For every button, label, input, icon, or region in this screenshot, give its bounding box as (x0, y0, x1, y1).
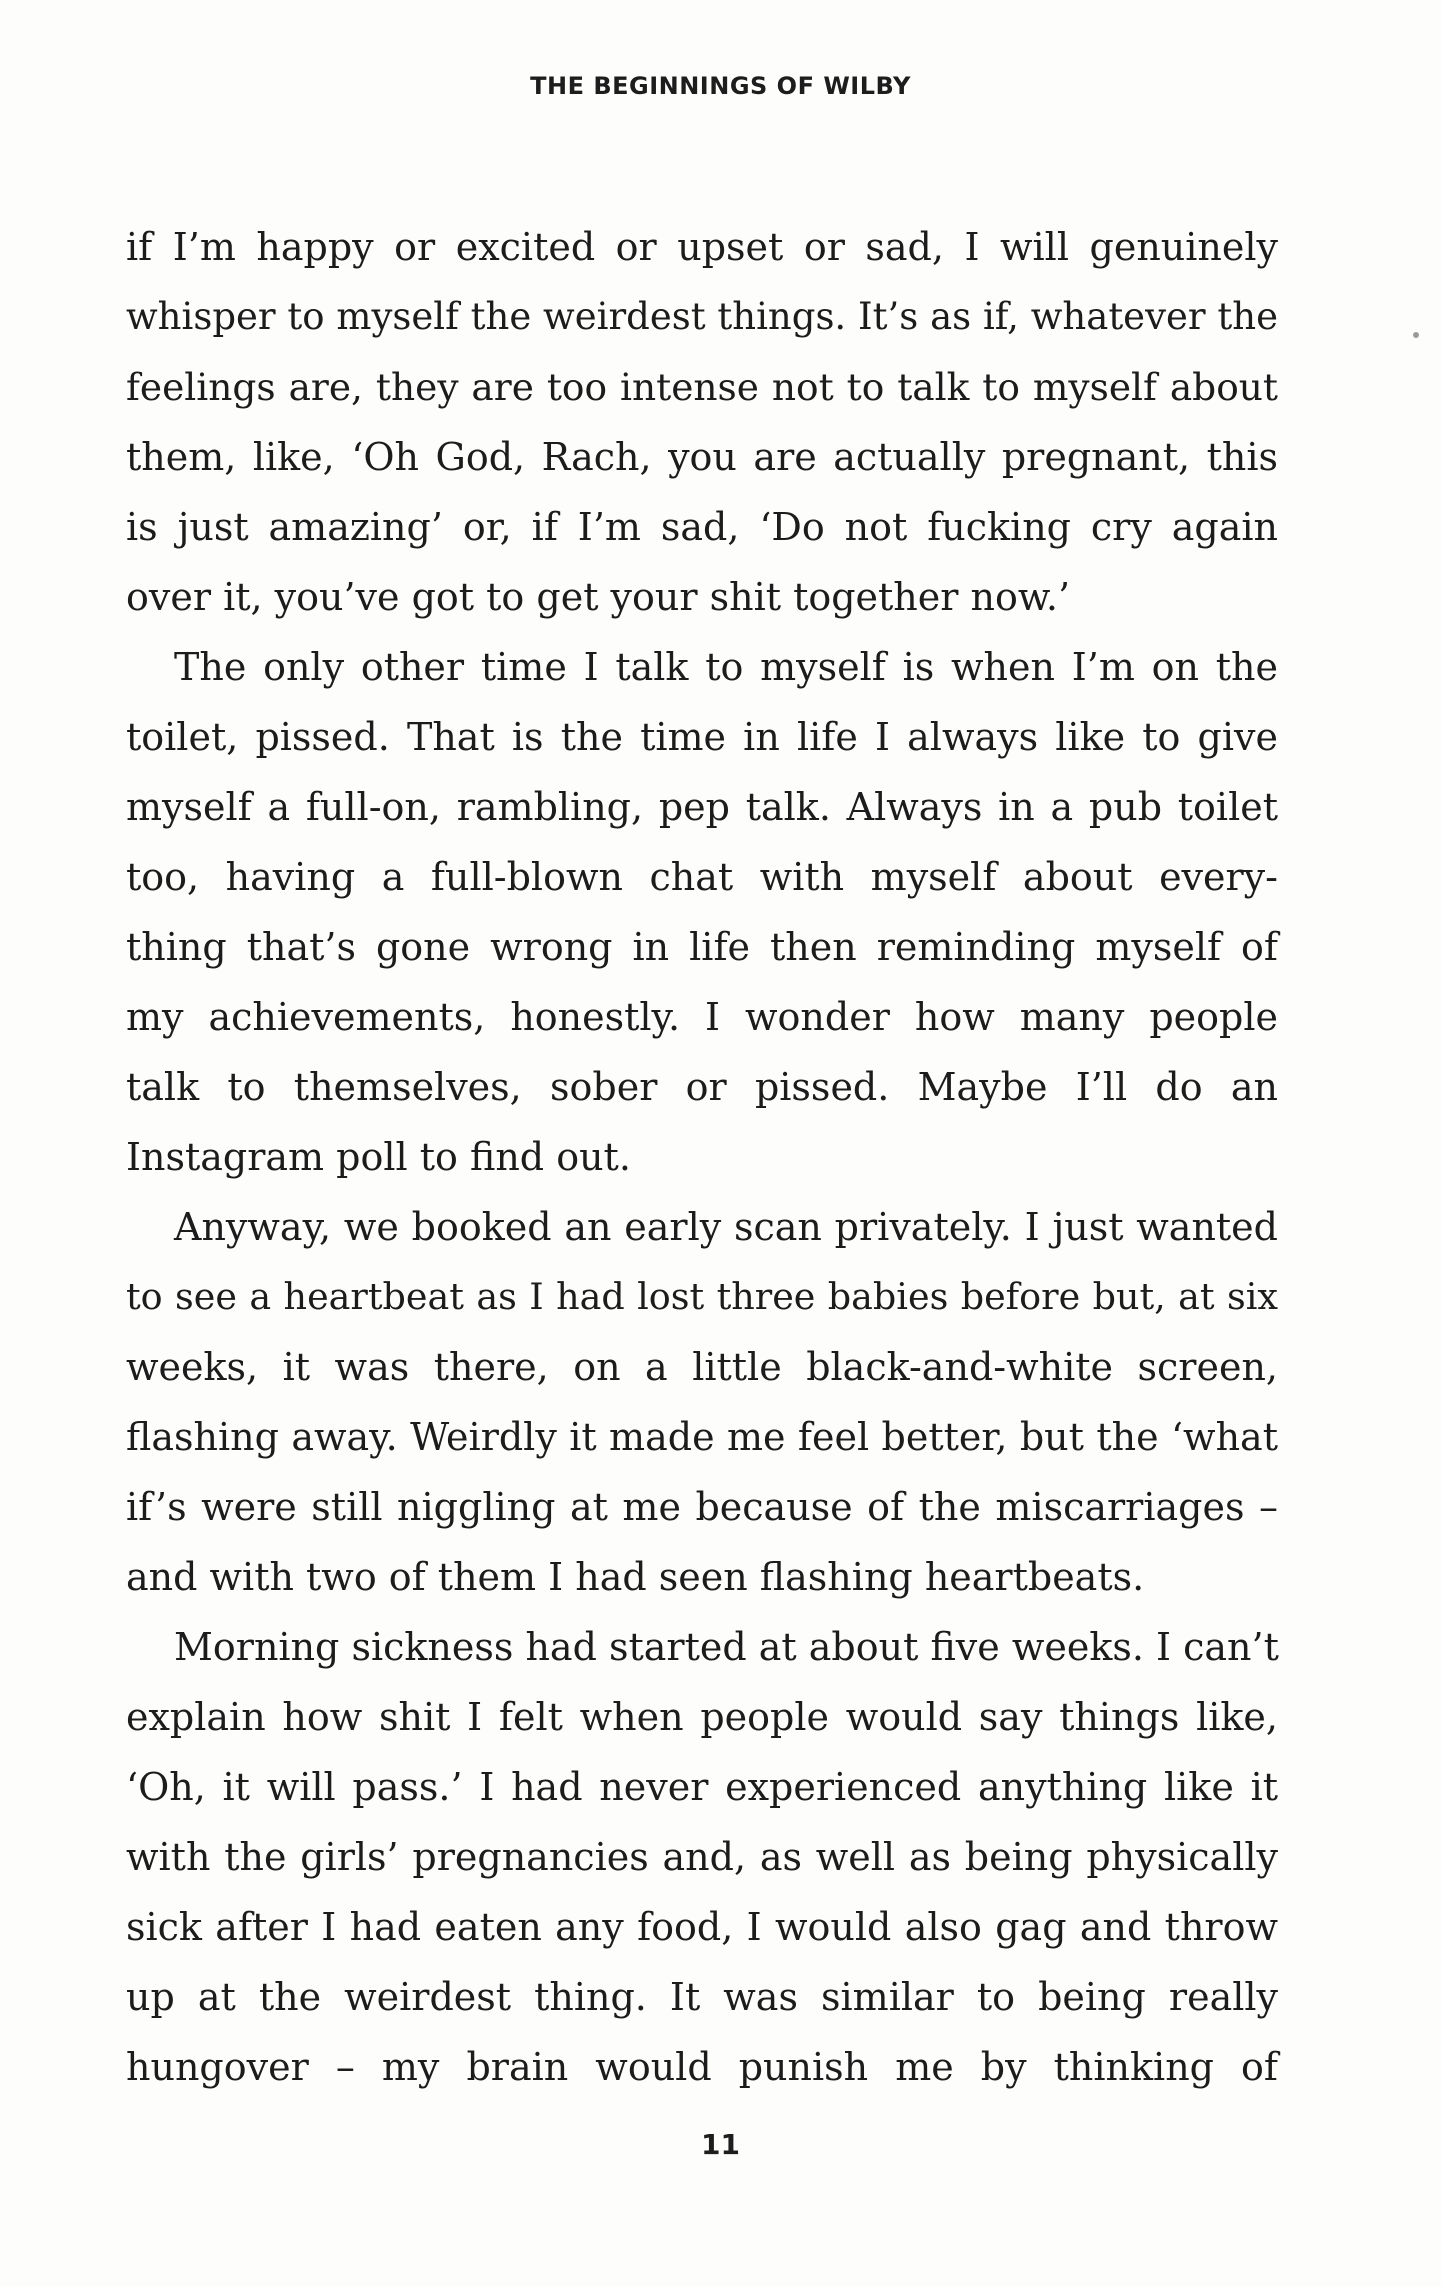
page-number: 11 (701, 2128, 740, 2161)
text-line: Instagram poll to find out. (126, 1135, 631, 1179)
running-head: THE BEGINNINGS OF WILBY (530, 72, 911, 100)
text-line: Morning sickness had started at about five weeks. I can’t (174, 1625, 1279, 1669)
text-line: my achievements, honestly. I wonder how many people (126, 995, 1278, 1039)
text-line: if’s were still niggling at me because of the miscarriages – (126, 1485, 1278, 1529)
text-line: explain how shit I felt when people would say things like, (126, 1695, 1278, 1739)
text-line: them, like, ‘Oh God, Rach, you are actually pregnant, this (126, 435, 1278, 479)
text-line: to see a heartbeat as I had lost three babies before but, at six (126, 1275, 1278, 1318)
text-line: too, having a full-blown chat with myself about every- (126, 855, 1278, 899)
text-line: if I’m happy or excited or upset or sad, I will genuinely (126, 225, 1278, 269)
text-line: weeks, it was there, on a little black-and-white screen, (126, 1345, 1278, 1389)
text-line: with the girls’ pregnancies and, as well as being physically (126, 1835, 1278, 1879)
text-line: is just amazing’ or, if I’m sad, ‘Do not fucking cry again (126, 505, 1278, 549)
text-line: toilet, pissed. That is the time in life I always like to give (126, 715, 1278, 759)
text-line: feelings are, they are too intense not to talk to myself about (126, 365, 1278, 409)
text-line: Anyway, we booked an early scan privately. I just wanted (174, 1205, 1278, 1249)
text-line: ‘Oh, it will pass.’ I had never experienced anything like it (126, 1765, 1278, 1809)
text-line: and with two of them I had seen flashing heartbeats. (126, 1555, 1145, 1599)
scan-speck (1413, 332, 1419, 338)
text-line: whisper to myself the weirdest things. It’s as if, whatever the (126, 295, 1278, 338)
text-line: The only other time I talk to myself is when I’m on the (174, 645, 1278, 689)
text-line: thing that’s gone wrong in life then reminding myself of (126, 925, 1278, 969)
text-line: up at the weirdest thing. It was similar to being really (126, 1975, 1278, 2019)
text-line: hungover – my brain would punish me by thinking of (126, 2045, 1278, 2089)
text-line: over it, you’ve got to get your shit together now.’ (126, 575, 1071, 619)
text-line: sick after I had eaten any food, I would also gag and throw (126, 1905, 1278, 1949)
text-line: flashing away. Weirdly it made me feel better, but the ‘what (126, 1415, 1278, 1459)
body-text (126, 212, 1278, 2102)
text-line: myself a full-on, rambling, pep talk. Always in a pub toilet (126, 785, 1278, 829)
text-line: talk to themselves, sober or pissed. Maybe I’ll do an (126, 1065, 1278, 1109)
